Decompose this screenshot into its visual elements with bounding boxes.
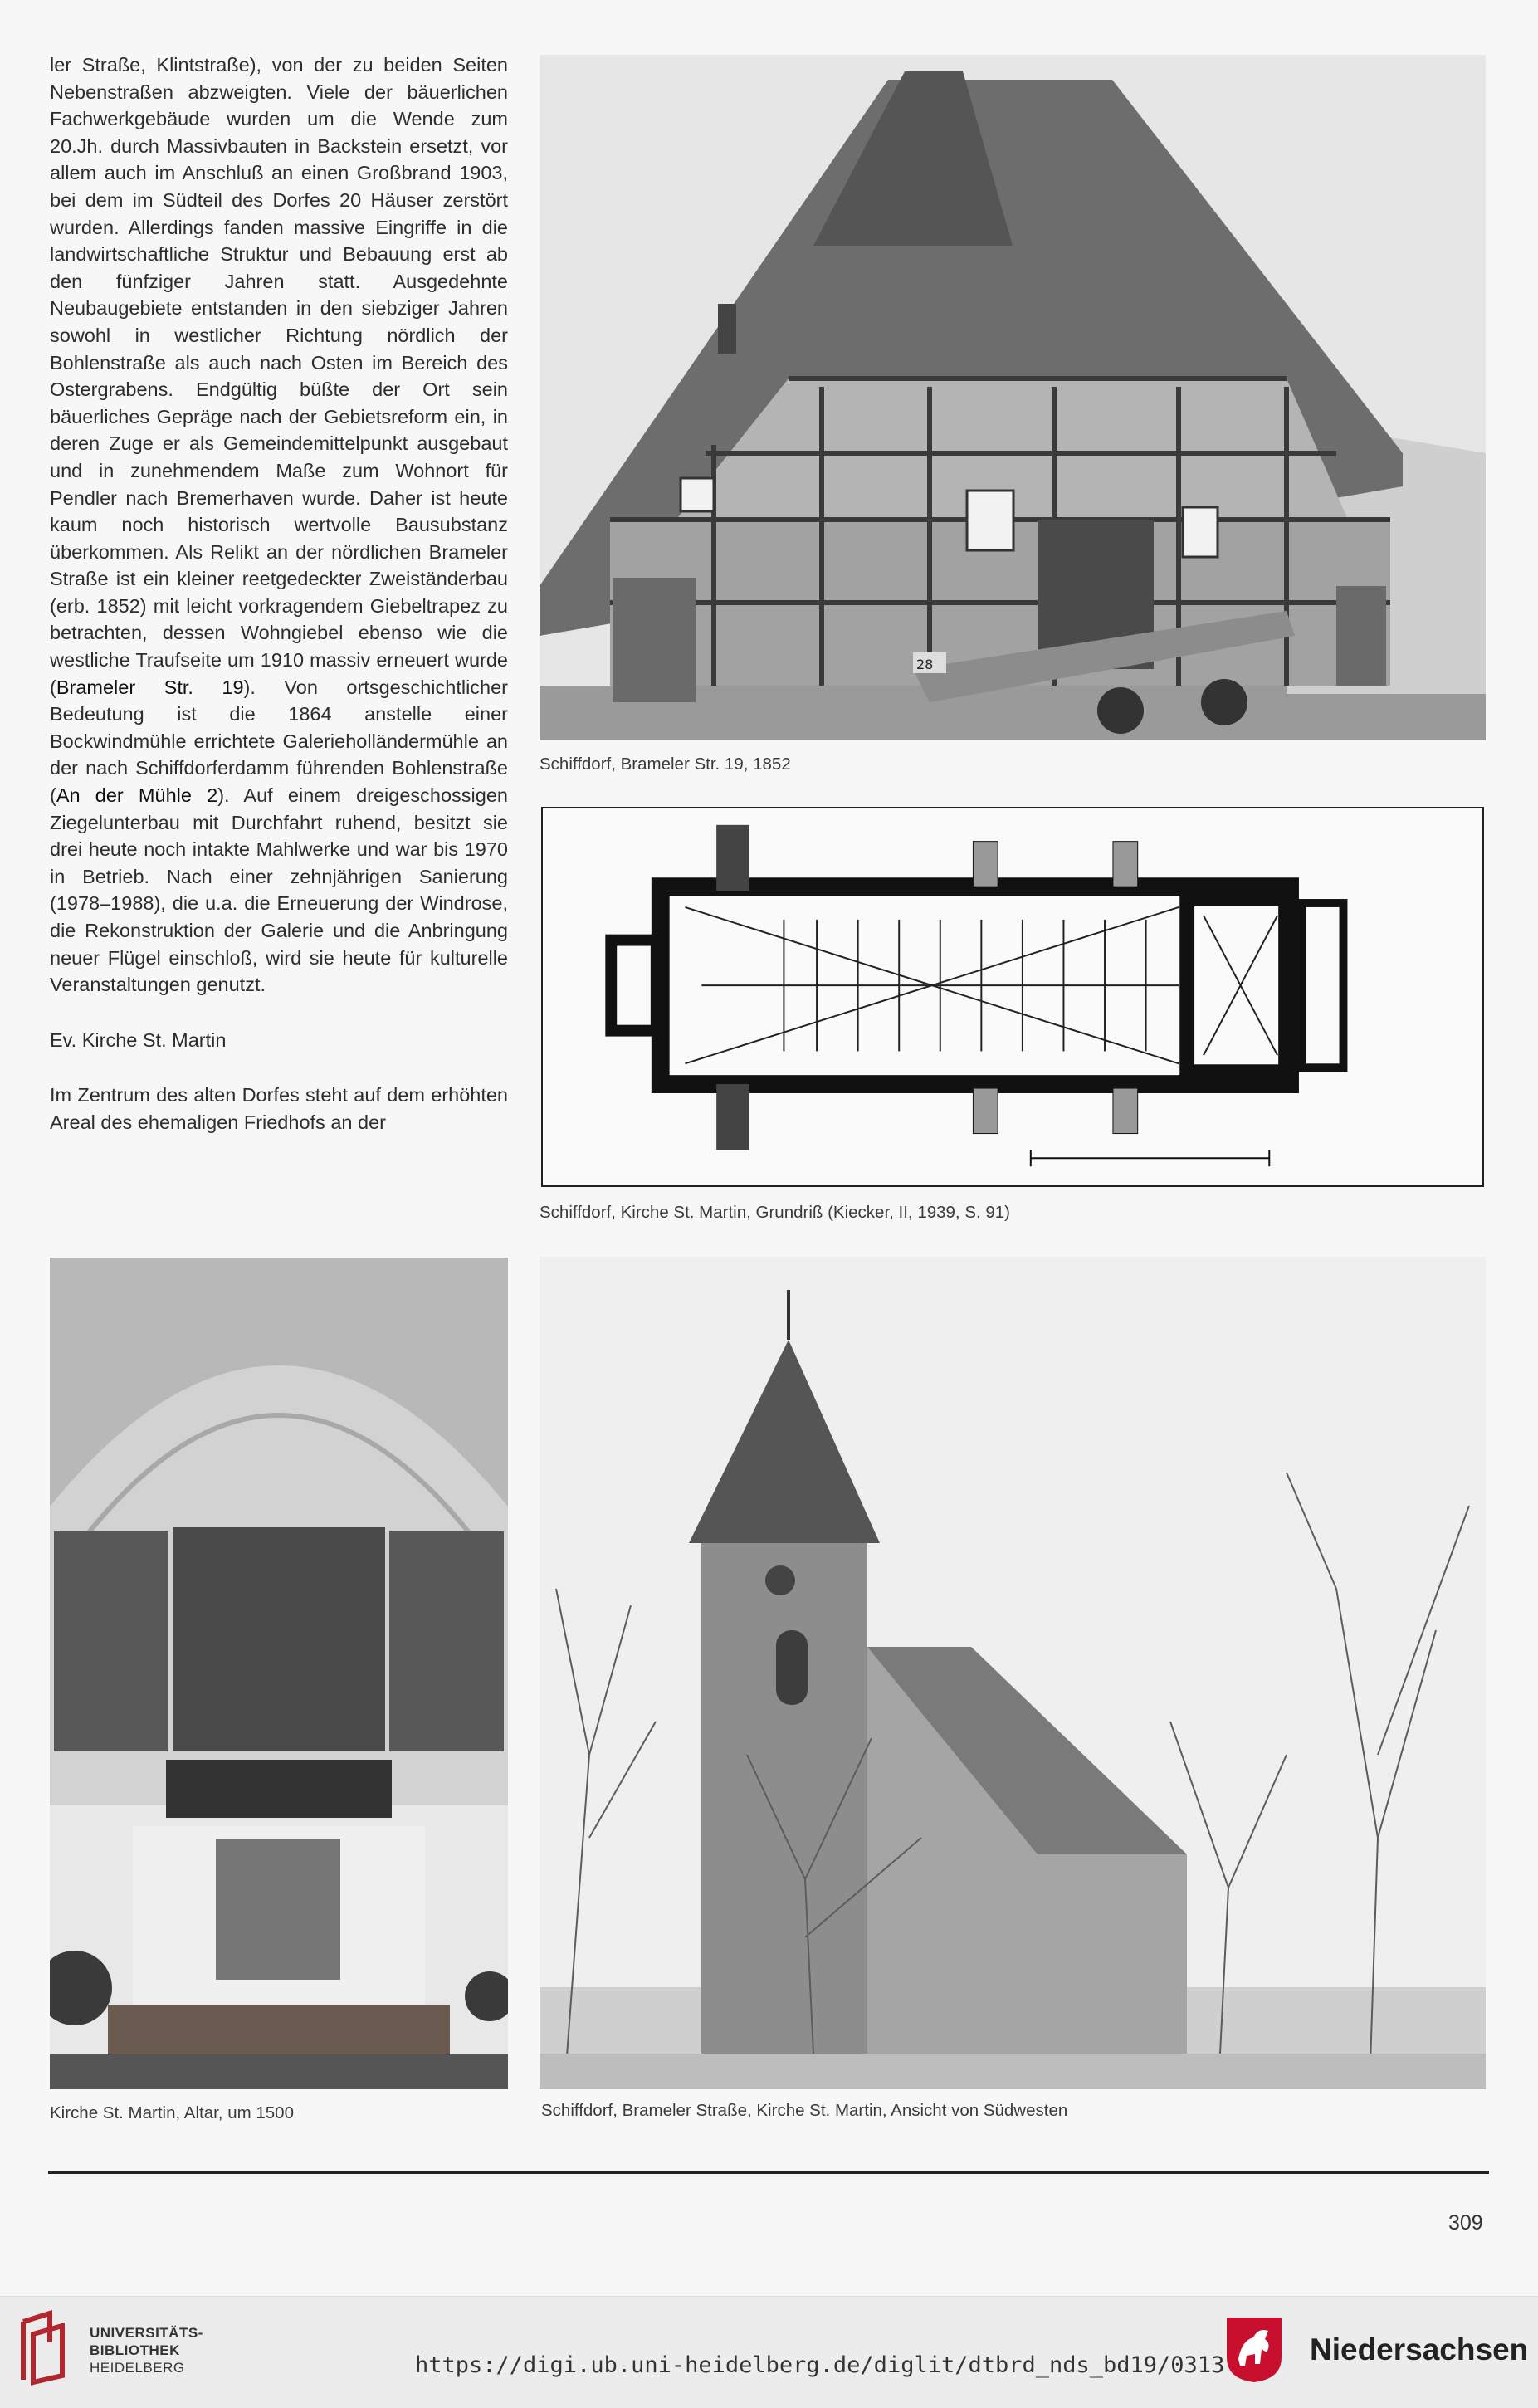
ub-heidelberg-wordmark[interactable] [90, 2324, 203, 2376]
church-caption: Schiffdorf, Brameler Straße, Kirche St. Martin, Ansicht von Südwesten [541, 2101, 1068, 2120]
trailer-plate-label: 28 [916, 657, 934, 672]
library-line3: HEIDELBERG [90, 2360, 185, 2376]
ub-heidelberg-logo-icon[interactable] [17, 2309, 73, 2386]
text-run: ). Von ortsgeschichtlicher Bedeutung ist die 1864 anstelle einer Bockwindmühle errichtete Galerieholländermühle an der nach Schiffdorferdamm führenden Bohlenstraße ( [50, 676, 508, 807]
farmhouse-caption: Schiffdorf, Brameler Str. 19, 1852 [540, 755, 791, 774]
farmhouse-photo [540, 55, 1486, 740]
floorplan-caption: Schiffdorf, Kirche St. Martin, Grundriß (Kiecker, II, 1939, S. 91) [540, 1203, 1011, 1222]
text-run: ler Straße, Klintstraße), von der zu beiden Seiten Nebenstraßen abzweigten. Viele der bäuerlichen Fachwerkgebäude wurden um die Wende zum 20.Jh. durch Massivbauten in Backstein ersetzt, vor allem auch im Anschluß an einen Großbrand 1903, bei dem im Südteil des Dorfes 20 Häuser zerstört wurden. Allerdings fanden massive Eingriffe in die landwirtschaftliche Struktur und Bebauung erst ab den fünfziger Jahren statt. Ausgedehnte Neubaugebiete entstanden in den siebziger Jahren sowohl in westlicher Richtung nördlich der Bohlenstraße als auch nach Osten im Bereich des Ostergrabens. Endgültig büßte der Ort sein bäuerliches Gepräge nach der Gebietsreform ein, in deren Zuge er als Gemeindemittelpunkt ausgebaut und in zunehmendem Maße zum Wohnort für Pendler nach Bremerhaven wurde. Daher ist heute kaum noch historisch wertvolle Bausubstanz überkommen. Als Relikt an der nördlichen Brameler Straße ist ein kleiner reetgedeckter Zweiständerbau (erb. 1852) mit leicht vorkragendem Giebeltrapez zu betrachten, dessen Wohngiebel ebenso wie die westliche Traufseite um 1910 massiv erneuert wurde ( [50, 54, 508, 698]
library-line2: BIBLIOTHEK [90, 2342, 180, 2358]
permalink-url[interactable]: https://digi.ub.uni-heidelberg.de/diglit/dtbrd_nds_bd19/0313 [415, 2352, 1225, 2378]
altar-caption: Kirche St. Martin, Altar, um 1500 [50, 2103, 294, 2122]
address-highlight-muehle: An der Mühle 2 [56, 784, 218, 807]
niedersachsen-horse-shield-icon [1225, 2316, 1283, 2384]
floorplan-drawing [541, 807, 1484, 1187]
altar-photo [50, 1258, 508, 2089]
article-body [50, 51, 508, 1136]
section-heading: Ev. Kirche St. Martin [50, 1028, 227, 1051]
bottom-rule [48, 2171, 1489, 2174]
address-highlight-brameler: Brameler Str. 19 [56, 676, 244, 698]
page-number: 309 [1448, 2211, 1483, 2235]
church-photo [540, 1257, 1486, 2089]
paragraph-kirche: Im Zentrum des alten Dorfes steht auf dem erhöhten Areal des ehemaligen Friedhofs an der [50, 1084, 508, 1133]
library-line1: UNIVERSITÄTS- [90, 2325, 203, 2341]
text-run: ). Auf einem dreigeschossigen Ziegelunterbau mit Durchfahrt ruhend, besitzt sie drei heute noch intakte Mahlwerke und war bis 1970 in Betrieb. Nach einer zehnjährigen Sanierung (1978–1988), die u.a. die Erneuerung der Windrose, die Rekonstruktion der Galerie und die Anbringung neuer Flügel einschloß, wird sie heute für kulturelle Veranstaltungen genutzt. [50, 784, 508, 996]
paragraph-brameler [50, 51, 508, 999]
niedersachsen-wordmark: Niedersachsen [1310, 2332, 1529, 2366]
